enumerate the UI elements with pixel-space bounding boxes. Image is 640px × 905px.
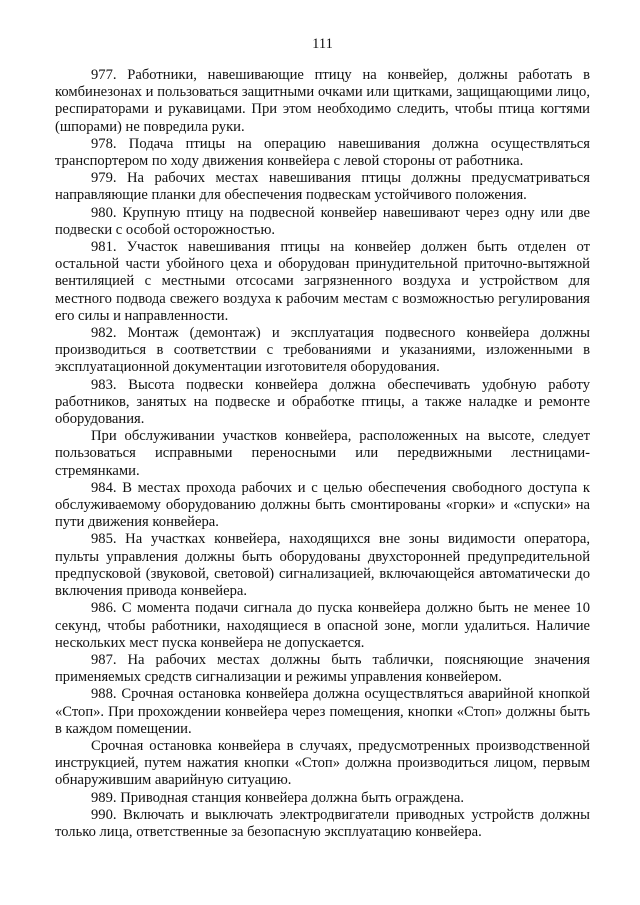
paragraph-983-continued: При обслуживании участков конвейера, расположенных на высоте, следует пользоваться исправными переносными или передвижными лестницами-стремянками. bbox=[55, 428, 590, 479]
paragraph-985: 985. На участках конвейера, находящихся вне зоны видимости оператора, пульты управления должны быть оборудованы двухсторонней предупредительной предпусковой (звуковой, световой) сигнализацией, включающейся автоматически до включения привода конвейера. bbox=[55, 531, 590, 600]
paragraph-983: 983. Высота подвески конвейера должна обеспечивать удобную работу работников, занятых на подвеске и обработке птицы, а также наладке и ремонте оборудования. bbox=[55, 376, 590, 428]
paragraph-988: 988. Срочная остановка конвейера должна осуществляться аварийной кнопкой «Стоп». При прохождении конвейера через помещения, кнопки «Стоп» должны быть в каждом помещении. bbox=[55, 686, 590, 737]
paragraph-984: 984. В местах прохода рабочих и с целью обеспечения свободного доступа к обслуживаемому оборудованию должны быть смонтированы «горки» и «спуски» на пути движения конвейера. bbox=[55, 479, 590, 531]
paragraph-986: 986. С момента подачи сигнала до пуска конвейера должно быть не менее 10 секунд, чтобы работники, находящиеся в опасной зоне, могли удалиться. Наличие нескольких мест пуска конвейера не допускается. bbox=[55, 600, 590, 651]
paragraph-977: 977. Работники, навешивающие птицу на конвейер, должны работать в комбинезонах и пользоваться защитными очками или щитками, защищающими лицо, респираторами и рукавицами. При этом необходимо следить, чтобы птица когтями (шпорами) не повредила руки. bbox=[55, 67, 590, 135]
paragraph-989: 989. Приводная станция конвейера должна быть ограждена. bbox=[91, 789, 465, 806]
paragraph-990: 990. Включать и выключать электродвигатели приводных устройств должны только лица, ответственные за безопасную эксплуатацию конвейера. bbox=[55, 806, 590, 840]
paragraph-978: 978. Подача птицы на операцию навешивания должна осуществляться транспортером по ходу движения конвейера с левой стороны от работника. bbox=[55, 135, 590, 170]
paragraph-982: 982. Монтаж (демонтаж) и эксплуатация подвесного конвейера должны производиться в соответствии с требованиями и указаниями, изложенными в эксплуатационной документации изготовителя оборудования. bbox=[55, 325, 590, 376]
paragraph-988-continued: Срочная остановка конвейера в случаях, предусмотренных производственной инструкцией, путем нажатия кнопки «Стоп» должна производиться лицом, первым обнаружившим аварийную ситуацию. bbox=[55, 737, 590, 789]
paragraph-980: 980. Крупную птицу на подвесной конвейер навешивают через одну или две подвески с особой осторожностью. bbox=[55, 204, 590, 238]
paragraph-981: 981. Участок навешивания птицы на конвейер должен быть отделен от остальной части убойного цеха и оборудован принудительной приточно-вытяжной вентиляцией с местными отсосами загрязненного воздуха и устройством для местного подвода свежего воздуха к рабочим местам с возможностью регулирования его силы и направленности. bbox=[55, 239, 590, 324]
paragraph-979: 979. На рабочих местах навешивания птицы должны предусматриваться направляющие планки для обеспечения подвескам устойчивого положения. bbox=[55, 170, 590, 204]
page-number: 111 bbox=[312, 36, 333, 52]
paragraph-987: 987. На рабочих местах должны быть таблички, поясняющие значения применяемых средств сигнализации и режимы управления конвейером. bbox=[55, 651, 590, 686]
